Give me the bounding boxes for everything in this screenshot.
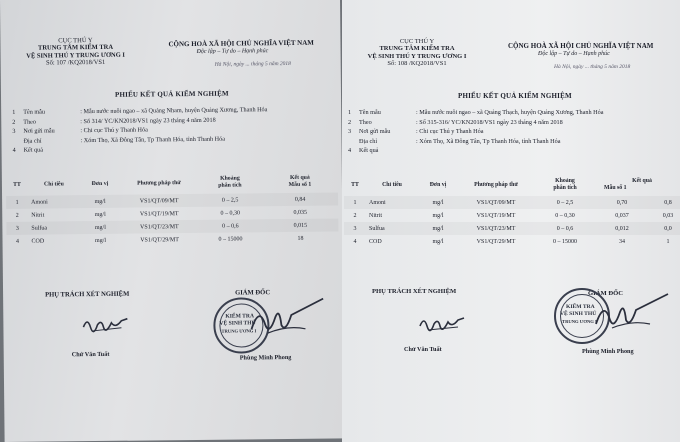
cell-method: VS1/QT/19/MT: [139, 210, 179, 218]
report-ref-number: Số: 108 /KQ2018/VS1: [387, 60, 447, 68]
info-label: Địa chỉ: [23, 137, 42, 145]
cell-unit: mg/l: [94, 211, 106, 218]
cell-method: VS1/QT/23/MT: [120, 220, 198, 234]
cell-result: 0,015: [262, 218, 338, 232]
table-row: [344, 235, 680, 248]
col-header-tt: TT: [351, 181, 359, 188]
cell-range: 0 – 15000: [218, 235, 243, 243]
report-title: PHIẾU KẾT QUẢ KIỂM NGHIỆM: [114, 89, 229, 99]
cell-result-2: 0,03: [662, 212, 674, 219]
col-header-result-line1: Kết quả: [632, 178, 652, 185]
cell-tt: 4: [15, 238, 20, 245]
agency-parent: CỤC THÚ Y: [58, 37, 93, 45]
nation-header: CỘNG HOÀ XÃ HỘI CHỦ NGHĨA VIỆT NAM: [508, 42, 654, 50]
director-title: GIÁM ĐỐC: [235, 289, 271, 297]
info-label: Nơi gửi mẫu: [359, 128, 391, 136]
cell-result-2: 0,0: [648, 222, 680, 235]
cell-unit: mg/l: [80, 195, 120, 208]
table-row: [6, 231, 338, 247]
info-label: Theo: [23, 118, 37, 126]
director-signature: [592, 290, 672, 340]
col-header-range: [534, 174, 596, 196]
info-label: Tên mẫu: [23, 108, 46, 116]
cell-indicator: COD: [31, 238, 45, 245]
info-row: [348, 108, 678, 118]
col-header-result-line1: Kết quả: [289, 175, 310, 182]
cell-result-1: 34: [619, 238, 625, 245]
info-value: : Xóm Thọ, Xã Đông Tân, Tp Thanh Hóa, tỉnh Thanh Hóa: [80, 135, 225, 144]
table-row: [344, 222, 680, 235]
cell-result-1: 0,70: [596, 196, 648, 209]
cell-method: VS1/QT/29/MT: [140, 236, 179, 244]
info-value: : Xóm Thọ, Xã Đông Tân, Tp Thanh Hóa, tỉnh Thanh Hóa: [416, 137, 561, 145]
info-row: [13, 143, 333, 156]
stamp-line1: KIỂM TRA: [566, 304, 595, 310]
stamp-line3: TRUNG ƯƠNG I: [221, 328, 257, 334]
lab-head-signature: [81, 313, 131, 338]
stamp-line2: VỆ SINH THÚ: [219, 320, 256, 327]
cell-range: 0 – 2,5: [198, 193, 262, 207]
info-value: : Mẫu nước nuôi ngao – xã Quảng Nham, huyện Quảng Xương, Thanh Hóa: [80, 106, 268, 116]
table-row: [344, 209, 680, 222]
cell-indicator: Sulfua: [366, 222, 418, 235]
cell-unit: mg/l: [432, 212, 444, 219]
cell-method: VS1/QT/29/MT: [476, 238, 516, 245]
info-label: Kết quả: [23, 146, 44, 155]
info-row: [348, 137, 678, 147]
cell-unit: mg/l: [432, 238, 444, 245]
agency-line2: VỆ SINH THÚ Y TRUNG ƯƠNG I: [26, 51, 125, 60]
cell-method: VS1/QT/19/MT: [476, 212, 516, 219]
info-num: 3: [12, 128, 16, 136]
cell-indicator: Amoni: [366, 196, 418, 209]
info-row: [348, 127, 678, 137]
agency-header: [342, 38, 492, 68]
info-row: [348, 146, 678, 156]
info-num: 3: [348, 128, 352, 136]
info-value: : Số 315-316/ YC/KN2018/VS1 ngày 23 tháng 4 năm 2018: [416, 118, 563, 126]
info-value: : Mẫu nước nuôi ngao – xã Quảng Thạch, huyện Quảng Xương, Thanh Hóa: [416, 109, 604, 116]
col-header-unit: Đơn vị: [429, 181, 447, 188]
info-value: : Chi cục Thú y Thanh Hóa: [416, 128, 484, 136]
col-header-range-line1: Khoảng: [555, 178, 575, 185]
cell-result-1: 0,012: [596, 222, 648, 235]
cell-method: VS1/QT/23/MT: [458, 222, 534, 235]
col-header-range-line2: phân tích: [218, 182, 242, 189]
info-label: Tên mẫu: [359, 109, 381, 116]
report-sheet-right: [342, 0, 680, 442]
cell-result: 0,035: [293, 209, 308, 216]
stamp-line3: TRUNG ƯƠNG I: [562, 319, 597, 324]
table-header-row: [344, 174, 680, 196]
results-table: [344, 174, 680, 248]
report-info: [12, 105, 332, 156]
cell-method: VS1/QT/09/MT: [458, 196, 534, 209]
director-name: Phùng Minh Phong: [582, 348, 634, 355]
cell-tt: 2: [353, 212, 357, 219]
cell-result-2: 1: [666, 238, 670, 245]
col-header-method: Phương pháp thử: [474, 181, 518, 188]
lab-head-title: PHỤ TRÁCH XÉT NGHIỆM: [45, 290, 130, 299]
report-ref-number: Số: 107 /KQ2018/VS1: [46, 59, 106, 67]
cell-tt: 3: [344, 222, 366, 235]
cell-tt: 1: [344, 196, 366, 209]
cell-tt: 4: [353, 238, 357, 245]
cell-tt: 1: [6, 196, 28, 209]
director-name: Phùng Minh Phong: [239, 353, 292, 362]
cell-indicator: Nitrit: [369, 212, 382, 219]
report-title: PHIẾU KẾT QUẢ KIỂM NGHIỆM: [458, 92, 572, 100]
col-header-unit: Đơn vị: [91, 180, 109, 187]
results-table: [6, 170, 339, 247]
agency-parent: CỤC THÚ Y: [399, 38, 435, 45]
report-date: Hà Nội, ngày ... tháng 5 năm 2018: [554, 64, 631, 70]
cell-range: 0 – 0,30: [220, 209, 241, 217]
col-header-range-line2: phân tích: [553, 185, 577, 191]
cell-range: 0 – 0,6: [198, 219, 262, 233]
cell-result-1: 0,037: [615, 212, 629, 219]
lab-head-title: PHỤ TRÁCH XÉT NGHIỆM: [372, 288, 457, 295]
col-header-range: [198, 171, 262, 194]
col-header-result: [596, 174, 680, 196]
lab-head-name: Chử Văn Tuất: [71, 350, 110, 359]
lab-head-name: Chử Văn Tuất: [404, 346, 442, 353]
info-label: Kết quả: [359, 147, 379, 155]
cell-unit: mg/l: [418, 196, 458, 209]
info-num: 4: [348, 147, 352, 155]
agency-line1: TRUNG TÂM KIỂM TRA: [379, 45, 455, 53]
cell-indicator: Sulfua: [28, 221, 80, 235]
cell-tt: 2: [15, 212, 19, 219]
cell-indicator: COD: [369, 238, 382, 245]
stamp-line1: KIỂM TRA: [225, 313, 255, 320]
info-num: 4: [12, 147, 16, 155]
agency-line1: TRUNG TÂM KIỂM TRA: [37, 44, 114, 53]
report-info: [348, 108, 678, 156]
info-value: : Số 314/ YC/KN2018/VS1 ngày 23 tháng 4 năm 2018: [80, 116, 216, 125]
col-header-result-line2: Mẫu số 1: [604, 185, 627, 191]
cell-unit: mg/l: [418, 222, 458, 235]
info-label: Theo: [359, 118, 372, 126]
nation-motto: Độc lập – Tự do – Hạnh phúc: [538, 51, 610, 57]
col-header-tt: TT: [13, 181, 21, 188]
nation-header: CỘNG HOÀ XÃ HỘI CHỦ NGHĨA VIỆT NAM: [168, 38, 314, 49]
agency-header: [0, 36, 150, 67]
info-label: Địa chỉ: [359, 137, 378, 145]
info-num: 2: [348, 118, 352, 126]
stamp-line2: VỆ SINH THÚ: [560, 311, 597, 317]
cell-range: 0 – 0,30: [555, 212, 575, 219]
cell-tt: 3: [6, 222, 28, 235]
cell-range: 0 – 0,6: [534, 222, 596, 235]
info-num: 1: [348, 109, 352, 116]
col-header-range-line1: Khoảng: [220, 175, 240, 183]
cell-indicator: Amoni: [28, 195, 80, 209]
col-header-result: [262, 170, 338, 193]
info-label: Nơi gửi mẫu: [23, 127, 55, 135]
cell-result-2: 0,8: [648, 196, 680, 209]
info-num: 2: [12, 118, 16, 126]
info-num: 1: [12, 108, 16, 116]
table-row: [344, 196, 680, 209]
cell-unit: mg/l: [94, 237, 107, 244]
info-value: : Chi cục Thú y Thanh Hóa: [80, 126, 148, 135]
cell-result: 0,84: [262, 192, 338, 206]
nation-motto: Độc lập – Tự do – Hạnh phúc: [196, 48, 269, 55]
report-date: Hà Nội, ngày ... tháng 5 năm 2018: [214, 60, 291, 68]
cell-indicator: Nitrit: [31, 212, 45, 219]
col-header-indicator: Chỉ tiêu: [382, 181, 402, 188]
director-title: GIÁM ĐỐC: [588, 290, 623, 297]
cell-range: 0 – 2,5: [534, 196, 596, 209]
cell-range: 0 – 15000: [553, 238, 577, 245]
col-header-method: Phương pháp thử: [137, 179, 181, 187]
agency-line2: VỆ SINH THÚ Y TRUNG ƯƠNG I: [367, 52, 467, 60]
col-header-indicator: Chỉ tiêu: [43, 181, 64, 188]
info-row: [348, 118, 678, 128]
cell-result: 18: [297, 235, 304, 242]
cell-method: VS1/QT/09/MT: [120, 194, 198, 208]
col-header-result-line2: Mẫu số 1: [288, 181, 312, 188]
lab-head-signature: [418, 312, 468, 336]
director-signature: [247, 295, 328, 346]
cell-unit: mg/l: [80, 221, 120, 234]
